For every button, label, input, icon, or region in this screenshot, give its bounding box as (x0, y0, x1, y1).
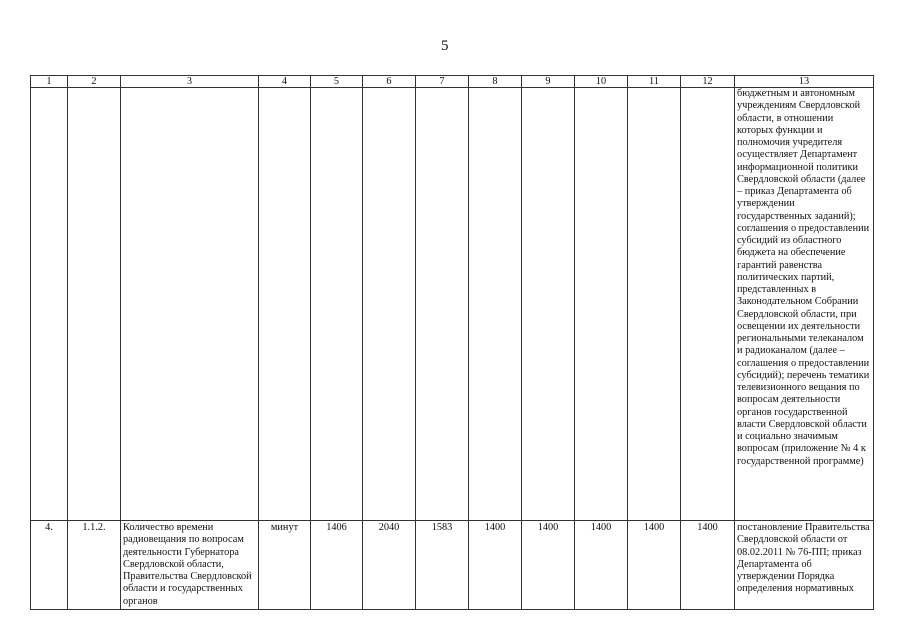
header-row (31, 76, 874, 88)
header-cell: 13 (735, 76, 874, 88)
header-cell: 9 (522, 76, 575, 88)
value-cell: 1400 (469, 521, 522, 610)
value-cell: 1406 (311, 521, 363, 610)
row-number-cell: 4. (31, 521, 68, 610)
table-cell (575, 88, 628, 521)
value-cell: 1400 (628, 521, 681, 610)
value-cell: 1400 (681, 521, 735, 610)
header-cell: 7 (416, 76, 469, 88)
table-cell (416, 88, 469, 521)
value-cell: 2040 (363, 521, 416, 610)
value-cell: 1583 (416, 521, 469, 610)
table-row (31, 521, 874, 610)
header-cell: 12 (681, 76, 735, 88)
value-cell: 1400 (575, 521, 628, 610)
indicator-name-cell: Количество времени радиовещания по вопросам деятельности Губернатора Свердловской области, Правительства Свердловской области и государственных органов (121, 521, 259, 610)
table-cell (522, 88, 575, 521)
header-cell: 11 (628, 76, 681, 88)
table-row (31, 88, 874, 521)
program-table (30, 75, 874, 610)
table-cell (363, 88, 416, 521)
header-cell: 3 (121, 76, 259, 88)
table-cell (311, 88, 363, 521)
table-cell (469, 88, 522, 521)
table-cell (31, 88, 68, 521)
table-cell (121, 88, 259, 521)
header-cell: 6 (363, 76, 416, 88)
header-cell: 1 (31, 76, 68, 88)
header-cell: 5 (311, 76, 363, 88)
header-cell: 2 (68, 76, 121, 88)
page-number: 5 (441, 38, 449, 54)
header-cell: 10 (575, 76, 628, 88)
value-cell: 1400 (522, 521, 575, 610)
header-cell: 4 (259, 76, 311, 88)
table-cell (259, 88, 311, 521)
table-cell (628, 88, 681, 521)
legal-basis-cell: постановление Правительства Свердловской области от 08.02.2011 № 76-ПП; приказ Департамента об утверждении Порядка определения нормативных (735, 521, 874, 610)
table-cell (68, 88, 121, 521)
table-cell (681, 88, 735, 521)
legal-basis-cell: бюджетным и автономным учреждениям Свердловской области, в отношении которых функции и полномочия учредителя осуществляет Департамент информационной политики Свердловской области (далее – приказ Департамента об утверждении государственных заданий); соглашения о предоставлении субсидий из областного бюджета на обеспечение гарантий равенства политических партий, представленных в Законодательном Собрании Свердловской области, при освещении их деятельности региональными телеканалом и радиоканалом (далее – соглашения о предоставлении субсидий); перечень тематики телевизионного вещания по вопросам деятельности органов государственной власти Свердловской области и социально значимым вопросам (приложение № 4 к государственной программе) (735, 88, 874, 521)
header-cell: 8 (469, 76, 522, 88)
indicator-code-cell: 1.1.2. (68, 521, 121, 610)
unit-cell: минут (259, 521, 311, 610)
